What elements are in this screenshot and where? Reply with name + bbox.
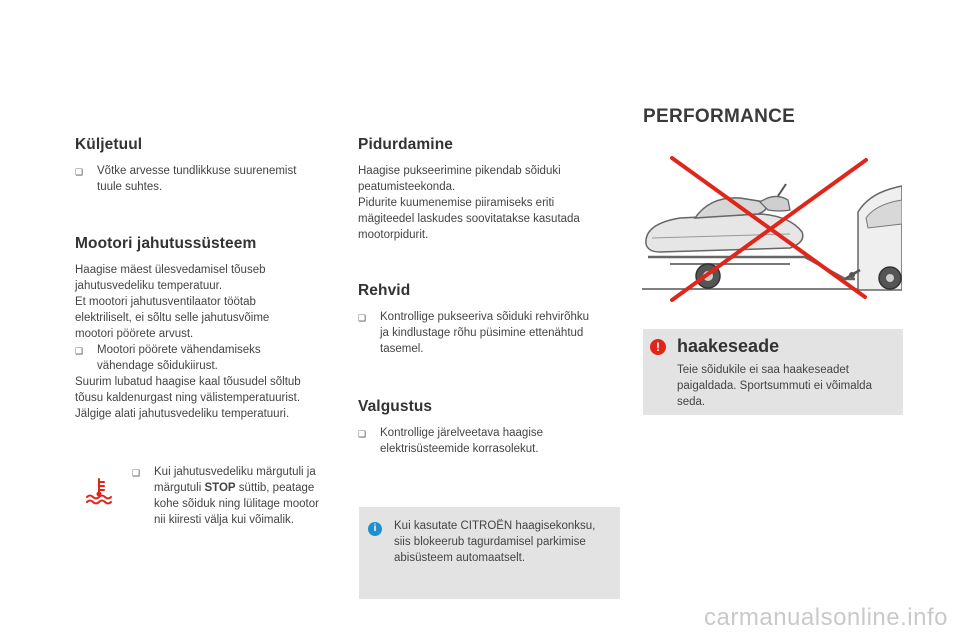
- heading-pidurdamine: Pidurdamine: [358, 136, 453, 153]
- section-mootori: [75, 235, 345, 422]
- checkbox-bullet-icon: ❑: [358, 429, 367, 439]
- mootori-bullet: [75, 342, 345, 374]
- warning-exclamation-icon: !: [650, 339, 666, 355]
- section-kuljetuul: [75, 136, 335, 195]
- coolant-bullet: [132, 464, 352, 528]
- checkbox-bullet-icon: ❑: [75, 346, 84, 356]
- mootori-line: Suurim lubatud haagise kaal tõusudel sõltub: [75, 376, 301, 388]
- info-line: siis blokeerub tagurdamisel parkimise: [394, 536, 586, 548]
- section-rehvid: [358, 282, 623, 357]
- footer-watermark: carmanualsonline.info: [704, 604, 948, 631]
- mootori-line: Et mootori jahutusventilaator töötab: [75, 296, 256, 308]
- checkbox-bullet-icon: ❑: [132, 468, 141, 478]
- mootori-bullet-line-1: Mootori pöörete vähendamiseks: [97, 344, 261, 356]
- pidurdamine-line: Pidurite kuumenemise piiramiseks eriti: [358, 197, 555, 209]
- heading-rehvid: Rehvid: [358, 282, 411, 299]
- info-box: [359, 507, 620, 599]
- heading-kuljetuul: Küljetuul: [75, 136, 143, 153]
- valgustus-bullet-line: elektrisüsteemide korrasolekut.: [380, 443, 539, 455]
- kuljetuul-bullet-line-2: tuule suhtes.: [97, 181, 163, 193]
- coolant-line-2: [154, 480, 319, 496]
- mootori-line: mootori pöörete arvust.: [75, 328, 194, 340]
- section-pidurdamine: [358, 136, 623, 243]
- coolant-warning-icon: [84, 476, 114, 506]
- rehvid-bullet-line: Kontrollige pukseeriva sõiduki rehvirõhku: [380, 311, 590, 323]
- pidurdamine-line: Haagise pukseerimine pikendab sõiduki: [358, 165, 561, 177]
- info-line: Kui kasutate CITROËN haagisekonksu,: [394, 520, 596, 532]
- heading-valgustus: Valgustus: [358, 398, 433, 415]
- coolant-line-1: Kui jahutusvedeliku märgutuli ja: [154, 466, 316, 478]
- rehvid-bullet-line: tasemel.: [380, 343, 424, 355]
- pidurdamine-line: peatumisteekonda.: [358, 181, 456, 193]
- haakeseade-line: Teie sõidukile ei saa haakeseadet: [677, 364, 849, 376]
- mootori-bullet-line-2: vähendage sõidukiirust.: [97, 360, 218, 372]
- coolant-line-2-pre: märgutuli: [154, 482, 205, 494]
- haakeseade-line: paigaldada. Sportsummuti ei võimalda: [677, 380, 872, 392]
- performance-title: PERFORMANCE: [643, 106, 796, 127]
- heading-mootori: Mootori jahutussüsteem: [75, 235, 257, 252]
- kuljetuul-bullet-line-1: Võtke arvesse tundlikkuse suurenemist: [97, 165, 297, 177]
- section-valgustus: [358, 398, 623, 457]
- rehvid-bullet: [358, 309, 623, 357]
- checkbox-bullet-icon: ❑: [75, 167, 84, 177]
- rehvid-bullet-line: ja kindlustage rõhu püsimine ettenähtud: [380, 327, 584, 339]
- haakeseade-line: seda.: [677, 396, 706, 408]
- info-icon: i: [368, 522, 382, 536]
- valgustus-bullet: [358, 425, 623, 457]
- kuljetuul-bullet: [75, 163, 335, 195]
- coolant-line-3: kohe sõiduk ning lülitage mootor: [154, 498, 319, 510]
- haakeseade-warning-box: [643, 329, 903, 415]
- pidurdamine-line: mootorpidurit.: [358, 229, 429, 241]
- valgustus-bullet-line: Kontrollige järelveetava haagise: [380, 427, 544, 439]
- stop-word: STOP: [204, 482, 236, 494]
- checkbox-bullet-icon: ❑: [358, 313, 367, 323]
- info-line: abisüsteem automaatselt.: [394, 552, 526, 564]
- mootori-line: tõusu kaldenurgast ning välistemperatuurist.: [75, 392, 301, 404]
- mootori-line: Jälgige alati jahutusvedeliku temperatuuri.: [75, 408, 290, 420]
- coolant-line-2-post: süttib, peatage: [235, 482, 315, 494]
- mootori-line: elektriliselt, ei sõltu selle jahutusvõime: [75, 312, 270, 324]
- mootori-line: Haagise mäest ülesvedamisel tõuseb: [75, 264, 266, 276]
- coolant-warning-text: [132, 464, 352, 528]
- pidurdamine-line: mägiteedel laskudes soovitatakse kasutada: [358, 213, 580, 225]
- haakeseade-title: haakeseade: [677, 336, 780, 356]
- mootori-line: jahutusvedeliku temperatuur.: [75, 280, 223, 292]
- crossed-out-trailer-illustration: [640, 152, 902, 302]
- coolant-line-4: nii kiiresti välja kui võimalik.: [154, 514, 294, 526]
